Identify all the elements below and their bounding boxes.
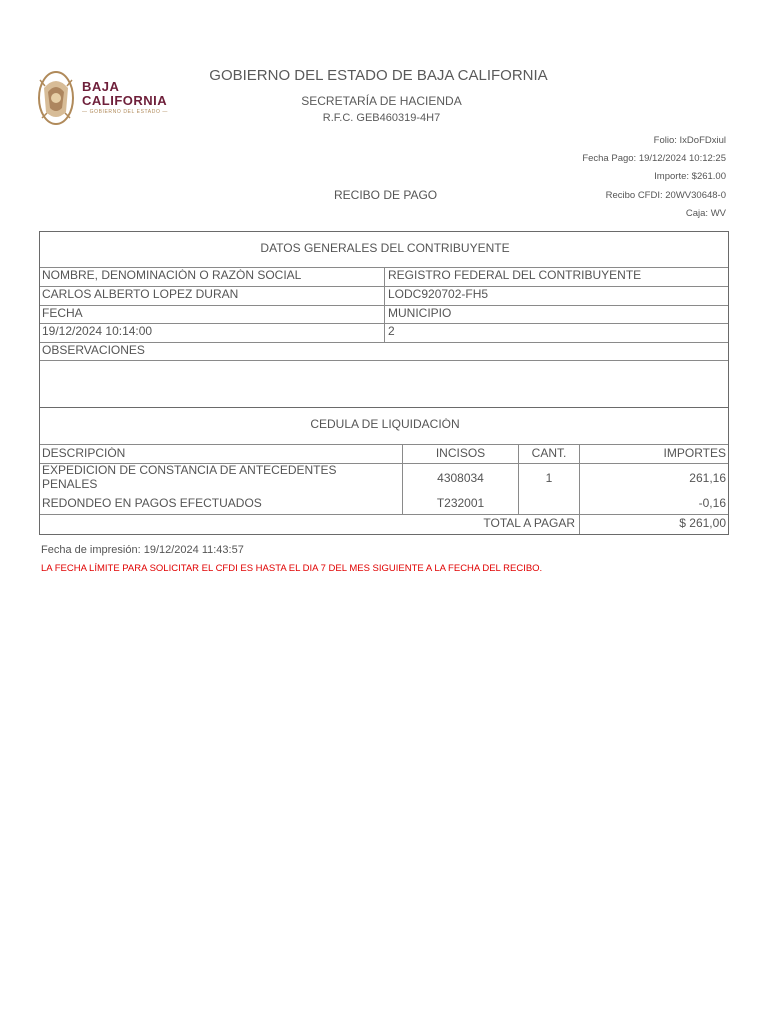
cfdi-deadline-notice: LA FECHA LÍMITE PARA SOLICITAR EL CFDI ES HASTA EL DIA 7 DEL MES SIGUIENTE A LA FECHA DEL RECIBO. bbox=[41, 563, 543, 574]
liquidation-table bbox=[39, 407, 729, 535]
taxpayer-section-title: DATOS GENERALES DEL CONTRIBUYENTE bbox=[260, 242, 510, 255]
recibo-cfdi: Recibo CFDI: 20WV30648-0 bbox=[605, 190, 726, 201]
liquidation-section-title: CEDULA DE LIQUIDACIÓN bbox=[310, 418, 460, 431]
receipt-title: RECIBO DE PAGO bbox=[334, 188, 438, 202]
row2-inciso: T232001 bbox=[436, 497, 485, 510]
description-header: DESCRIPCIÓN bbox=[42, 447, 126, 460]
logo-brand-line3: — GOBIERNO DEL ESTADO — bbox=[82, 109, 169, 115]
municipality-label: MUNICIPIO bbox=[388, 307, 452, 320]
total-label: TOTAL A PAGAR bbox=[483, 517, 575, 530]
date-label: FECHA bbox=[42, 307, 83, 320]
row1-inciso: 4308034 bbox=[437, 472, 484, 485]
row1-description-line1: EXPEDICION DE CONSTANCIA DE ANTECEDENTES bbox=[42, 464, 337, 477]
taxpayer-rfc: LODC920702-FH5 bbox=[388, 288, 489, 301]
amounts-header: IMPORTES bbox=[663, 447, 726, 460]
importe: Importe: $261.00 bbox=[654, 171, 726, 182]
taxpayer-name: CARLOS ALBERTO LOPEZ DURAN bbox=[42, 288, 239, 301]
government-title: GOBIERNO DEL ESTADO DE BAJA CALIFORNIA bbox=[209, 67, 548, 84]
logo-brand-line2: CALIFORNIA bbox=[82, 93, 168, 108]
fecha-pago: Fecha Pago: 19/12/2024 10:12:25 bbox=[582, 153, 726, 164]
folio: Folio: IxDoFDxiul bbox=[653, 135, 726, 146]
quantity-header: CANT. bbox=[531, 447, 567, 460]
taxpayer-data-table bbox=[39, 231, 729, 408]
print-date: Fecha de impresión: 19/12/2024 11:43:57 bbox=[41, 544, 244, 556]
government-rfc: R.F.C. GEB460319-4H7 bbox=[322, 112, 441, 124]
observations-label: OBSERVACIONES bbox=[42, 344, 145, 357]
taxpayer-date: 19/12/2024 10:14:00 bbox=[42, 325, 153, 338]
row1-description-line2: PENALES bbox=[42, 478, 98, 491]
incisos-header: INCISOS bbox=[435, 447, 486, 460]
total-value: $ 261,00 bbox=[679, 517, 726, 530]
caja: Caja: WV bbox=[685, 208, 726, 219]
name-label: NOMBRE, DENOMINACIÓN O RAZÓN SOCIAL bbox=[42, 269, 302, 282]
row2-amount: -0,16 bbox=[698, 497, 726, 510]
taxpayer-municipality: 2 bbox=[388, 325, 395, 338]
rfc-label: REGISTRO FEDERAL DEL CONTRIBUYENTE bbox=[388, 269, 642, 282]
logo-brand-line1: BAJA bbox=[82, 79, 120, 94]
row2-description: REDONDEO EN PAGOS EFECTUADOS bbox=[42, 497, 262, 510]
row1-quantity: 1 bbox=[545, 472, 553, 485]
row1-amount: 261,16 bbox=[689, 472, 726, 485]
secretariat-title: SECRETARÍA DE HACIENDA bbox=[301, 94, 462, 108]
